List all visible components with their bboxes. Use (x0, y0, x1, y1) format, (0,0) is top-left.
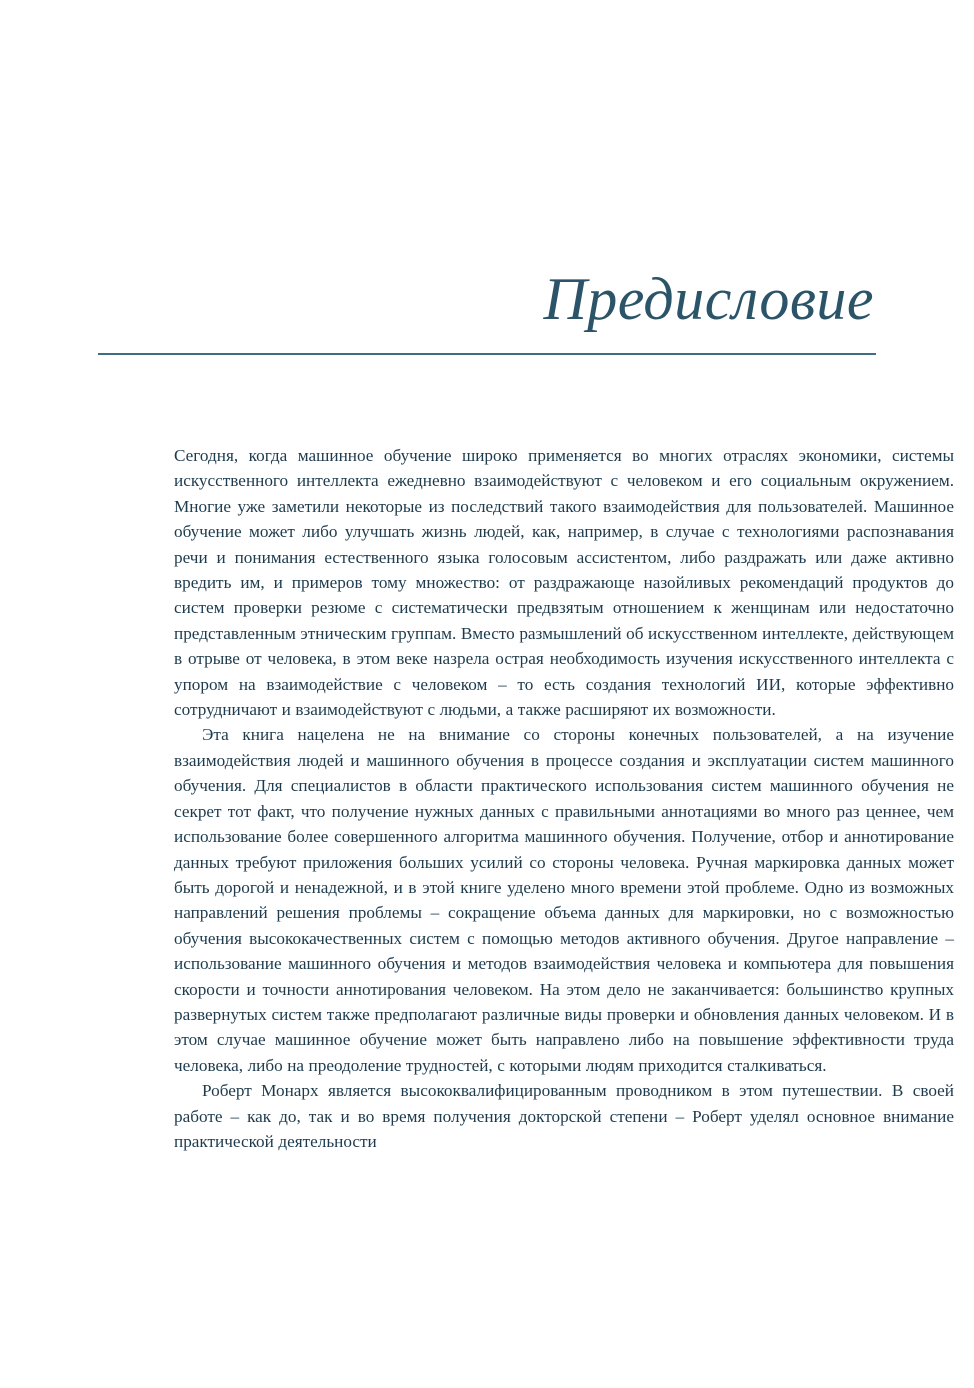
paragraph: Эта книга нацелена не на внимание со стороны конечных пользователей, а на изучение взаимодействия людей и машинного обучения в процессе создания и эксплуатации систем машинного обучения. Для специалистов в области практического использования систем машинного обучения не секрет тот факт, что получение нужных данных с правильными аннотациями во много раз ценнее, чем использование более совершенного алгоритма машинного обучения. Получение, отбор и аннотирование данных требуют приложения больших усилий со стороны человека. Ручная маркировка данных может быть дорогой и ненадежной, и в этой книге уделено много времени этой проблеме. Одно из возможных направлений решения проблемы – сокращение объема данных для маркировки, но с возможностью обучения высококачественных систем с помощью методов активного обучения. Другое направление – использование машинного обучения и методов взаимодействия человека и компьютера для повышения скорости и точности аннотирования человеком. На этом дело не заканчивается: большинство крупных развернутых систем также предполагают различные виды проверки и обновления данных человеком. И в этом случае машинное обучение может быть направлено либо на повышение эффективности труда человека, либо на преодоление трудностей, с которыми людям приходится сталкиваться. (174, 725, 954, 1075)
body-text (174, 443, 954, 1154)
paragraph: Роберт Монарх является высококвалифицированным проводником в этом путешествии. В своей работе – как до, так и во время получения докторской степени – Роберт уделял основное внимание практической деятельности (174, 1081, 954, 1151)
title-divider (98, 353, 876, 355)
page-title: Предисловие (543, 266, 874, 332)
title-block (98, 0, 876, 355)
paragraph: Сегодня, когда машинное обучение широко применяется во многих отраслях экономики, системы искусственного интеллекта ежедневно взаимодействуют с человеком и его социальным окружением. Многие уже заметили некоторые из последствий такого взаимодействия для пользователей. Машинное обучение может либо улучшать жизнь людей, как, например, в случае с технологиями распознавания речи и понимания естественного языка голосовым ассистентом, либо раздражать или даже активно вредить им, и примеров тому множество: от раздражающе назойливых рекомендаций продуктов до систем проверки резюме с систематически предвзятым отношением к женщинам или недостаточно представленным этническим группам. Вместо размышлений об искусственном интеллекте, действующем в отрыве от человека, в этом веке назрела острая необходимость изучения искусственного интеллекта с упором на взаимодействие с человеком – то есть создания технологий ИИ, которые эффективно сотрудничают и взаимодействуют с людьми, а также расширяют их возможности. (174, 446, 954, 720)
